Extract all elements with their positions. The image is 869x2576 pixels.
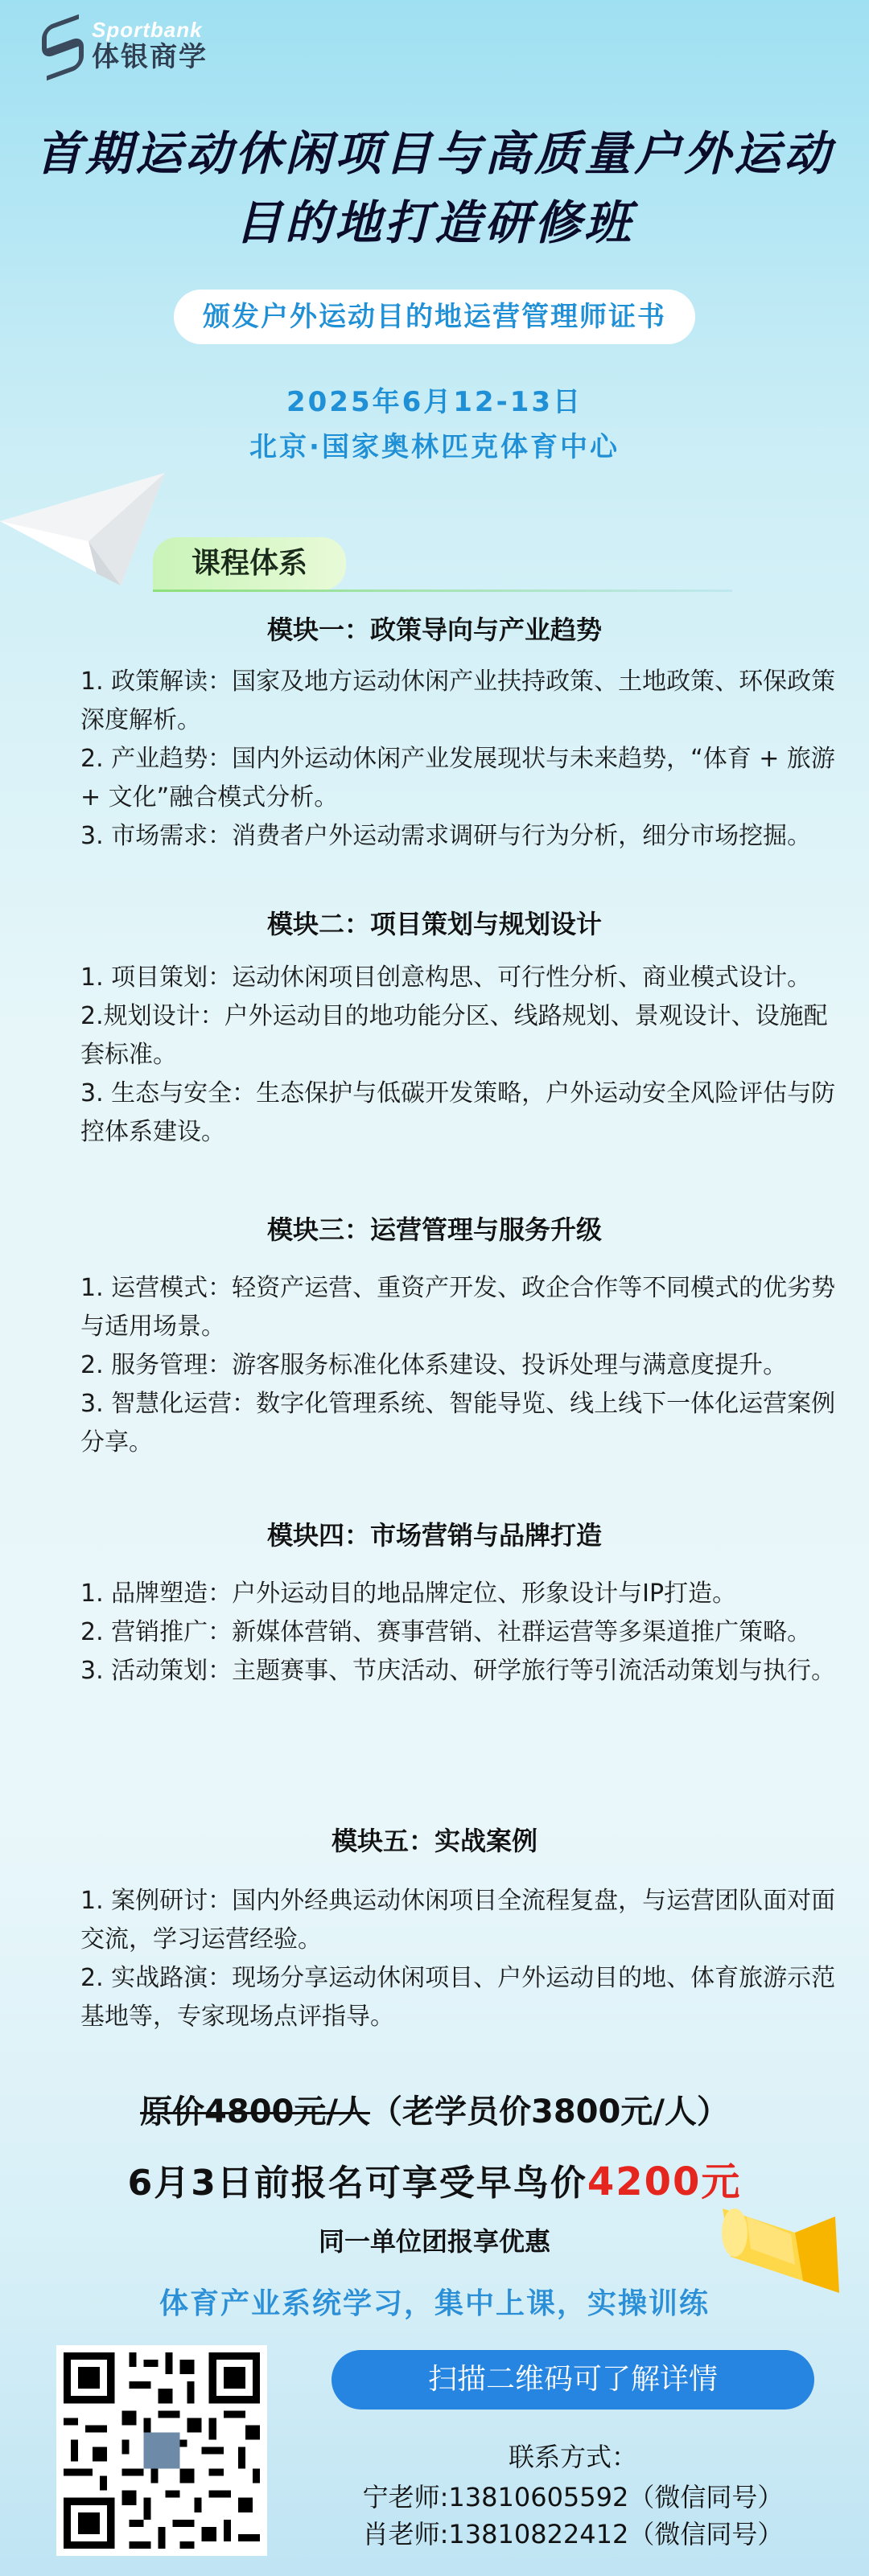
list-item: 1. 运营模式：轻资产运营、重资产开发、政企合作等不同模式的优劣势与适用场景。 <box>80 1274 836 1341</box>
scan-qr-button[interactable]: 扫描二维码可了解详情 <box>332 2350 814 2410</box>
list-item: 3. 活动策划：主题赛事、节庆活动、研学旅行等引流活动策划与执行。 <box>80 1657 836 1685</box>
brand-name-en: Sportbank <box>92 18 203 42</box>
title-line-1: 首期运动休闲项目与高质量户外运动 <box>35 126 834 181</box>
contact-ning: 宁老师:13810605592（微信同号） <box>362 2482 784 2512</box>
module-2-title: 模块二：项目策划与规划设计 <box>266 909 602 939</box>
list-item: 1. 案例研讨：国内外经典运动休闲项目全流程复盘，与运营团队面对面交流，学习运营经验。 <box>80 1887 836 1954</box>
returning-price: （老学员价3800元/人） <box>370 2093 729 2130</box>
brand-logo <box>39 18 208 74</box>
price-original <box>0 2086 869 2132</box>
slogan: 体育产业系统学习，集中上课，实操训练 <box>159 2287 710 2320</box>
paper-plane-icon <box>0 465 169 594</box>
module-3-list <box>80 1269 837 1462</box>
sportbank-logo-icon <box>39 18 84 74</box>
early-bird-amount: 4200元 <box>587 2159 742 2204</box>
module-5-title: 模块五：实战案例 <box>331 1826 537 1856</box>
megaphone-icon <box>715 2184 843 2297</box>
qr-code[interactable] <box>56 2345 267 2556</box>
module-3-title: 模块三：运营管理与服务升级 <box>266 1214 602 1245</box>
module-1-list <box>80 663 837 856</box>
list-item: 3. 市场需求：消费者户外运动需求调研与行为分析，细分市场挖掘。 <box>80 822 812 850</box>
list-item: 1. 项目策划：运动休闲项目创意构思、可行性分析、商业模式设计。 <box>80 963 812 992</box>
certificate-badge: 颁发户外运动目的地运营管理师证书 <box>174 290 695 344</box>
event-venue: 北京·国家奥林匹克体育中心 <box>249 431 620 463</box>
module-4-title: 模块四：市场营销与品牌打造 <box>266 1520 602 1551</box>
group-discount: 同一单位团报享优惠 <box>318 2226 550 2257</box>
original-price: 原价4800元/人 <box>140 2093 370 2130</box>
contact-title: 联系方式： <box>508 2442 637 2472</box>
list-item: 2. 服务管理：游客服务标准化体系建设、投诉处理与满意度提升。 <box>80 1351 788 1379</box>
page-title <box>0 119 869 257</box>
list-item: 3. 生态与安全：生态保护与低碳开发策略，户外运动安全风险评估与防控体系建设。 <box>80 1079 836 1146</box>
list-item: 2.规划设计：户外运动目的地功能分区、线路规划、景观设计、设施配套标准。 <box>80 1002 828 1069</box>
list-item: 2. 营销推广：新媒体营销、赛事营销、社群运营等多渠道推广策略。 <box>80 1618 812 1646</box>
list-item: 1. 品牌塑造：户外运动目的地品牌定位、形象设计与IP打造。 <box>80 1580 737 1608</box>
early-bird-text: 6月3日前报名可享受早鸟价 <box>127 2163 587 2204</box>
list-item: 1. 政策解读：国家及地方运动休闲产业扶持政策、土地政策、环保政策深度解析。 <box>80 668 836 734</box>
list-item: 3. 智慧化运营：数字化管理系统、智能导览、线上线下一体化运营案例分享。 <box>80 1390 836 1456</box>
list-item: 2. 实战路演：现场分享运动休闲项目、户外运动目的地、体育旅游示范基地等，专家现场点评指导。 <box>80 1964 836 2031</box>
event-date: 2025年6月12-13日 <box>286 386 583 418</box>
title-line-2: 目的地打造研修班 <box>234 195 634 250</box>
contact-xiao: 肖老师:13810822412（微信同号） <box>362 2519 784 2549</box>
module-4-list <box>80 1575 837 1691</box>
module-1-title: 模块一：政策导向与产业趋势 <box>266 614 602 645</box>
list-item: 2. 产业趋势：国内外运动休闲产业发展现状与未来趋势，“体育 + 旅游 + 文化”融合模式分析。 <box>80 745 835 811</box>
course-system-tag: 课程体系 <box>153 537 346 590</box>
brand-name-cn: 体银商学 <box>92 41 208 73</box>
tag-divider <box>153 590 732 592</box>
module-2-list <box>80 959 837 1152</box>
module-5-list <box>80 1882 837 2036</box>
